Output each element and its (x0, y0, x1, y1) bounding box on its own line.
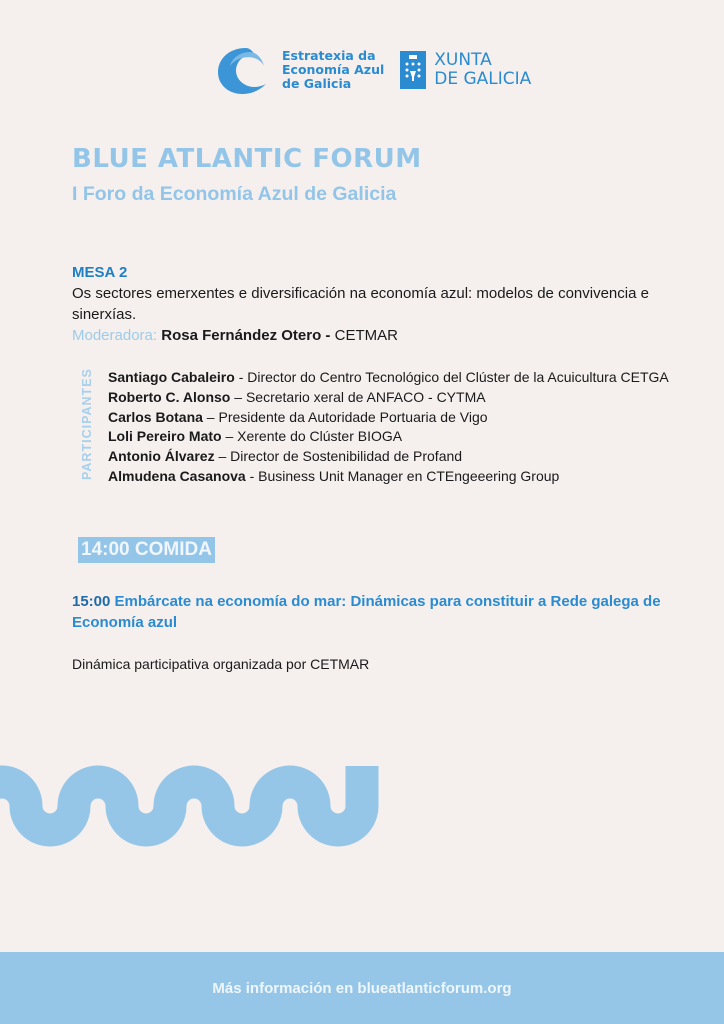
session-15 (72, 591, 672, 633)
participant-item (108, 408, 688, 428)
participant-role: – Secretario xeral de ANFACO - CYTMA (230, 388, 486, 405)
page-title: BLUE ATLANTIC FORUM (72, 144, 422, 174)
header-logos (216, 42, 531, 98)
participant-name: Antonio Álvarez (108, 448, 215, 465)
participant-name: Roberto C. Alonso (108, 388, 231, 405)
participant-item (108, 467, 688, 487)
dinamica-note: Dinámica participativa organizada por CETMAR (72, 656, 370, 672)
moderator-label: Moderadora: (72, 327, 158, 344)
participant-role: - Business Unit Manager en CTEngeeering Group (245, 467, 560, 484)
moderator-line (72, 325, 672, 346)
participant-role: – Xerente do Clúster BIOGA (221, 428, 403, 445)
moderator-name: Rosa Fernández Otero - (161, 327, 331, 344)
participants-vertical-label (66, 368, 106, 480)
participant-item (108, 427, 688, 447)
participants-list (108, 368, 688, 487)
page-subtitle: I Foro da Economía Azul de Galicia (72, 183, 397, 205)
moderator-org: CETMAR (330, 327, 398, 344)
participant-name: Carlos Botana (108, 408, 203, 425)
xunta-line: XUNTA (434, 50, 492, 70)
footer-bar (0, 952, 724, 1024)
participant-role: - Director do Centro Tecnológico del Clúster de la Acuicultura CETGA (234, 369, 669, 385)
logo-line: Estratexia da (282, 48, 376, 63)
lunch-badge: 14:00 COMIDA (78, 537, 215, 563)
participant-item (108, 368, 688, 388)
mesa-section (72, 262, 672, 346)
xunta-line: DE GALICIA (434, 69, 532, 89)
participant-name: Almudena Casanova (108, 467, 246, 484)
session-title: Embárcate na economía do mar: Dinámicas para constituir a Rede galega de Economía azul (72, 593, 661, 631)
mesa-label: MESA 2 (72, 264, 128, 281)
session-time: 15:00 (72, 593, 111, 610)
participant-name: Loli Pereiro Mato (108, 428, 222, 445)
decorative-wave-icon (0, 760, 400, 860)
footer-link[interactable]: Más información en blueatlanticforum.org (212, 979, 512, 997)
participant-item (108, 388, 688, 408)
economia-azul-wave-logo-icon (216, 44, 268, 96)
participant-item (108, 447, 688, 467)
xunta-shield-icon (400, 51, 426, 89)
economia-azul-logo-text (282, 49, 384, 91)
participants-label: PARTICIPANTES (80, 368, 94, 480)
participant-name: Santiago Cabaleiro (108, 369, 235, 385)
participant-role: – Presidente da Autoridade Portuaria de Vigo (202, 408, 488, 425)
logo-line: de Galicia (282, 76, 352, 91)
xunta-logo (400, 51, 531, 89)
logo-line: Economía Azul (282, 62, 385, 77)
participant-role: – Director de Sostenibilidad de Profand (214, 448, 463, 465)
mesa-description: Os sectores emerxentes e diversificación na economía azul: modelos de convivencia e sinerxías. (72, 285, 649, 323)
